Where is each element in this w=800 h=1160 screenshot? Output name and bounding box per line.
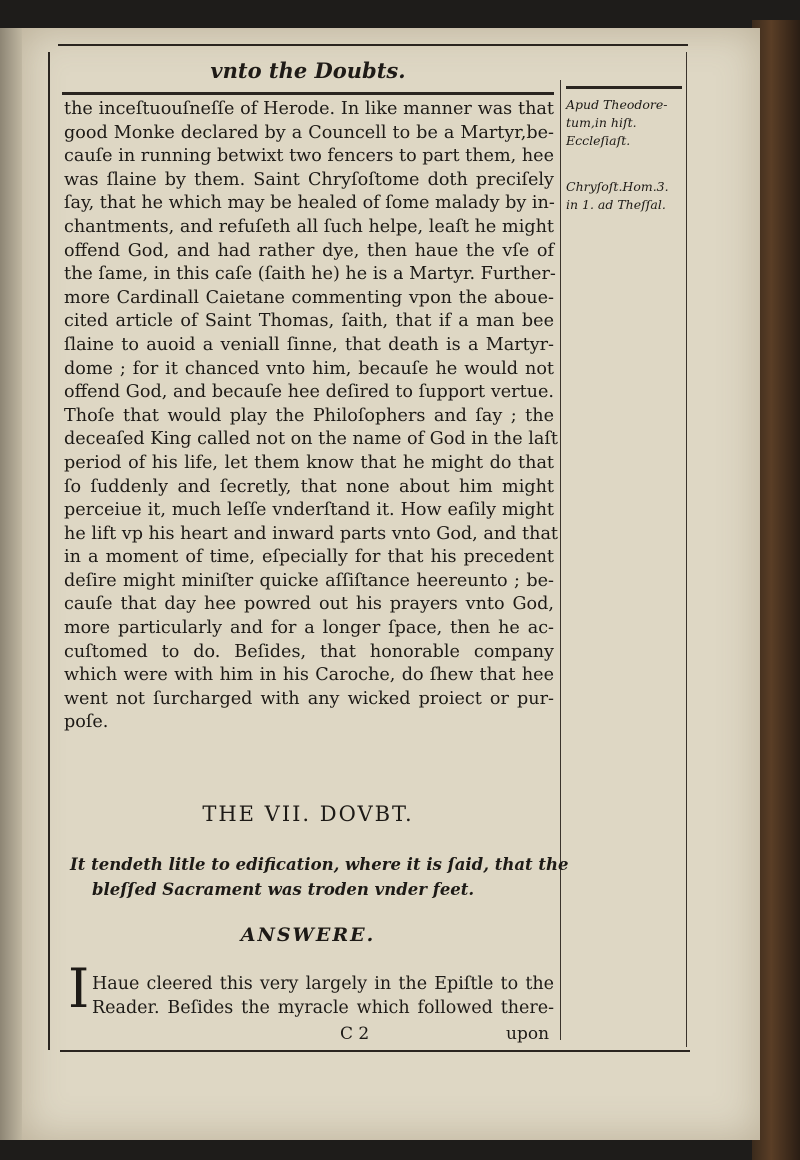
running-head: vnto the Doubts. <box>210 58 406 83</box>
body-line: Thoſe that would play the Philoſophers and ſay ; the <box>64 405 554 426</box>
body-line: more particularly and for a longer ſpace, then he ac- <box>64 618 554 639</box>
answer-line: Haue cleered this very largely in the Epiſtle to the <box>92 974 554 994</box>
header-rule <box>62 92 554 95</box>
body-line: in a moment of time, eſpecially for that his precedent <box>64 547 554 568</box>
bottom-rule <box>60 1050 690 1052</box>
body-line: ſlaine to auoid a veniall ſinne, that death is a Martyr- <box>64 334 554 355</box>
margin-divider-line <box>560 80 561 1040</box>
body-line: dome ; for it chanced vnto him, becauſe he would not <box>64 358 554 379</box>
margin-note <box>566 96 684 150</box>
answer-text <box>92 972 554 1020</box>
doubt-question <box>70 852 569 902</box>
body-line: perceiue it, much leſſe vnderſtand it. How eaſily might <box>64 500 554 521</box>
drop-cap: I <box>68 957 90 1020</box>
right-frame-line <box>686 52 687 1047</box>
body-line: he lift vp his heart and inward parts vnto God, and that <box>64 523 558 544</box>
body-line: ſay, that he which may be healed of ſome malady by in- <box>64 193 555 214</box>
margin-note-line: tum,in hiſt. <box>566 115 637 130</box>
body-line: cauſe in running betwixt two fencers to part them, hee <box>64 146 554 167</box>
chapter-title: THE VII. DOVBT. <box>202 802 414 826</box>
body-line: deceaſed King called not on the name of God in the laſt <box>64 429 558 450</box>
body-line: ſo ſuddenly and ſecretly, that none about him might <box>64 476 554 497</box>
margin-note-line: Chryſoſt.Hom.3. <box>566 179 669 194</box>
margin-note-line: Apud Theodore- <box>566 97 668 112</box>
body-line: chantments, and refuſeth all ſuch helpe, leaſt he might <box>64 216 554 237</box>
body-line: period of his life, let them know that he might do that <box>64 452 554 473</box>
question-line: bleſſed Sacrament was troden vnder feet. <box>92 880 475 899</box>
body-line: the inceſtuouſneſſe of Herode. In like manner was that <box>64 99 554 119</box>
body-line: the ſame, in this caſe (ſaith he) he is a Martyr. Further- <box>64 264 556 285</box>
body-line: offend God, and had rather dye, then haue the vſe of <box>64 240 554 261</box>
signature-mark: C 2 <box>340 1024 370 1044</box>
body-text <box>64 98 558 735</box>
body-line: deſire might miniſter quicke aſſiſtance heereunto ; be- <box>64 570 554 591</box>
left-frame-line <box>48 52 50 1050</box>
question-line: It tendeth litle to edification, where it is ſaid, that the <box>70 855 569 874</box>
body-line: poſe. <box>64 712 109 733</box>
margin-header-rule <box>566 86 682 89</box>
body-line: cuſtomed to do. Beſides, that honorable company <box>64 641 554 662</box>
answer-line: Reader. Beſides the myracle which followed there- <box>92 998 554 1018</box>
answer-heading: ANSWERE. <box>240 924 376 946</box>
margin-note-line: in 1. ad Theſſal. <box>566 197 666 212</box>
margin-note <box>566 178 684 214</box>
top-rule <box>58 44 688 46</box>
catchword: upon <box>506 1024 550 1044</box>
margin-note-line: Eccleſiaſt. <box>566 133 631 148</box>
body-line: cited article of Saint Thomas, ſaith, that if a man bee <box>64 311 554 332</box>
body-line: went not ſurcharged with any wicked proiect or pur- <box>64 688 554 709</box>
body-line: was ſlaine by them. Saint Chryſoſtome doth preciſely <box>64 169 554 190</box>
body-line: which were with him in his Caroche, do ſhew that hee <box>64 665 554 686</box>
body-line: offend God, and becauſe hee deſired to ſupport vertue. <box>64 382 554 403</box>
body-line: cauſe that day hee powred out his prayers vnto God, <box>64 594 554 615</box>
body-line: good Monke declared by a Councell to be a Martyr,be- <box>64 122 554 143</box>
body-line: more Cardinall Caietane commenting vpon the aboue- <box>64 287 554 308</box>
